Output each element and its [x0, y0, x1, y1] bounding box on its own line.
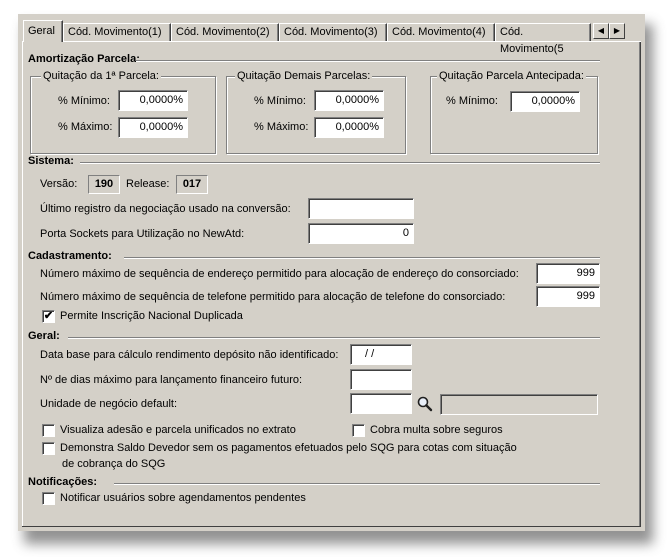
arrow-left-icon: ◀ — [597, 26, 605, 35]
porta-sockets-input[interactable]: 0 — [308, 223, 414, 244]
tab-cod-movimento-2[interactable] — [171, 23, 279, 41]
ultimo-registro-input[interactable] — [308, 198, 414, 219]
section-divider — [136, 60, 600, 62]
seq-endereco-input[interactable]: 999 — [536, 263, 600, 284]
ultimo-registro-label: Último registro da negociação usado na conversão: — [40, 203, 291, 215]
primeira-min-input[interactable]: 0,0000% — [118, 90, 188, 111]
max-label: % Máximo: — [254, 121, 309, 133]
section-divider — [114, 483, 600, 485]
magnifier-icon[interactable] — [416, 395, 434, 413]
tab-label: Geral — [28, 25, 55, 37]
demais-min-input[interactable]: 0,0000% — [314, 90, 384, 111]
inscricao-duplicada-label: Permite Inscrição Nacional Duplicada — [60, 310, 243, 322]
primeira-max-input[interactable]: 0,0000% — [118, 117, 188, 138]
section-title-notificacoes: Notificações: — [28, 476, 98, 488]
section-title-geral: Geral: — [28, 330, 60, 342]
dias-maximo-input[interactable] — [350, 369, 412, 390]
tab-label: Cód. Movimento(5 — [500, 26, 564, 55]
notificar-usuarios-label: Notificar usuários sobre agendamentos pendentes — [60, 492, 306, 504]
unidade-negocio-label: Unidade de negócio default: — [40, 398, 177, 410]
settings-window — [18, 14, 645, 531]
tab-panel-left-border — [22, 41, 23, 527]
tab-label: Cód. Movimento(3) — [284, 26, 378, 38]
tab-label: Cód. Movimento(2) — [176, 26, 270, 38]
release-value: 017 — [176, 175, 208, 194]
section-title-amortizacao: Amortização Parcela: — [28, 53, 140, 65]
seq-endereco-label: Número máximo de sequência de endereço permitido para alocação de endereço do consorciado: — [40, 268, 519, 280]
unidade-negocio-description — [440, 394, 598, 415]
min-label: % Mínimo: — [58, 95, 110, 107]
seq-telefone-input[interactable]: 999 — [536, 286, 600, 307]
cobra-multa-checkbox[interactable] — [352, 424, 365, 437]
data-base-input[interactable]: / / — [350, 344, 412, 365]
demais-max-input[interactable]: 0,0000% — [314, 117, 384, 138]
versao-label: Versão: — [40, 178, 78, 190]
dias-maximo-label: Nº de dias máximo para lançamento financeiro futuro: — [40, 374, 303, 386]
tab-geral[interactable] — [23, 20, 63, 42]
tab-cod-movimento-3[interactable] — [279, 23, 387, 41]
section-divider — [68, 337, 600, 339]
visualiza-adesao-checkbox[interactable] — [42, 424, 55, 437]
tab-cod-movimento-4[interactable] — [387, 23, 495, 41]
antecipada-min-input[interactable]: 0,0000% — [510, 91, 580, 112]
group-title: Quitação da 1ª Parcela: — [43, 70, 159, 82]
tab-label: Cód. Movimento(4) — [392, 26, 486, 38]
data-base-label: Data base para cálculo rendimento depósito não identificado: — [40, 349, 339, 361]
min-label: % Mínimo: — [446, 95, 498, 107]
release-label: Release: — [126, 178, 170, 190]
seq-telefone-label: Número máximo de sequência de telefone permitido para alocação de telefone do consorciado: — [40, 291, 506, 303]
section-title-cadastramento: Cadastramento: — [28, 250, 112, 262]
unidade-negocio-input[interactable] — [350, 393, 412, 414]
demonstra-saldo-label: Demonstra Saldo Devedor sem os pagamentos efetuados pelo SQG para cotas com situação — [60, 442, 517, 454]
section-divider — [80, 162, 600, 164]
section-title-sistema: Sistema: — [28, 155, 74, 167]
group-title: Quitação Parcela Antecipada: — [439, 70, 584, 82]
tab-panel-bottom-border — [22, 526, 641, 527]
section-divider — [124, 257, 600, 259]
demonstra-saldo-label-line2: de cobrança do SQG — [62, 458, 166, 470]
tab-label: Cód. Movimento(1) — [68, 26, 162, 38]
cobra-multa-label: Cobra multa sobre seguros — [370, 424, 503, 436]
visualiza-adesao-label: Visualiza adesão e parcela unificados no extrato — [60, 424, 296, 436]
group-quitacao-demais-parcelas — [226, 70, 406, 154]
versao-value: 190 — [88, 175, 120, 194]
demonstra-saldo-checkbox[interactable] — [42, 442, 55, 455]
group-quitacao-primeira-parcela — [30, 70, 216, 154]
notificar-usuarios-checkbox[interactable] — [42, 492, 55, 505]
tab-cod-movimento-1[interactable] — [63, 23, 171, 41]
max-label: % Máximo: — [58, 121, 113, 133]
tab-cod-movimento-5[interactable] — [495, 23, 591, 55]
group-quitacao-antecipada — [430, 70, 598, 154]
tab-panel-top-border — [63, 41, 641, 42]
porta-sockets-label: Porta Sockets para Utilização no NewAtd: — [40, 228, 245, 240]
tab-panel-right-border — [640, 41, 641, 527]
tab-scroll-left-button[interactable] — [593, 23, 609, 39]
arrow-right-icon: ▶ — [613, 26, 621, 35]
inscricao-duplicada-checkbox[interactable]: ✔ — [43, 310, 54, 322]
tab-scroll-right-button[interactable] — [609, 23, 625, 39]
group-title: Quitação Demais Parcelas: — [237, 70, 371, 82]
min-label: % Mínimo: — [254, 95, 306, 107]
